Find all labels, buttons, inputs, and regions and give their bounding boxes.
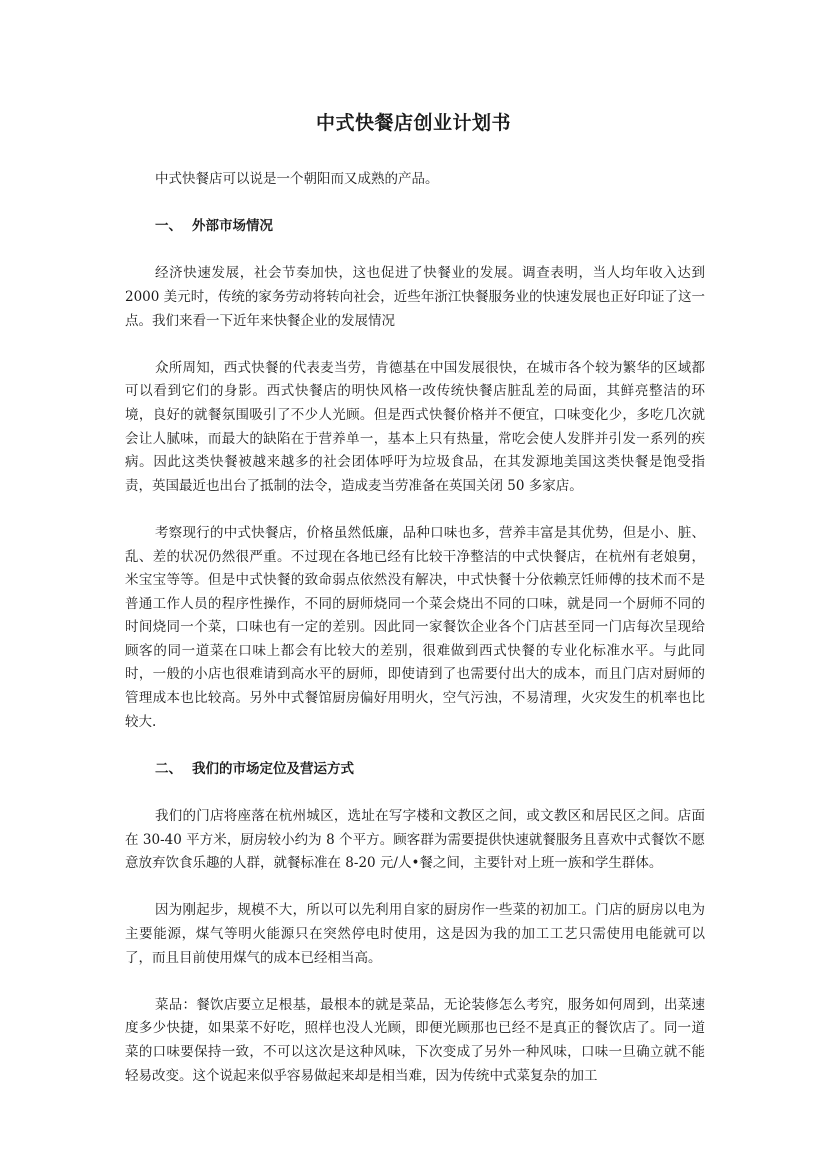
section-heading-2 [125,758,705,782]
paragraph: 考察现行的中式快餐店，价格虽然低廉，品种口味也多，营养丰富是其优势，但是小、脏、乱、差的状况仍然很严重。不过现在各地已经有比较干净整洁的中式快餐店，在杭州有老娘舅，米宝宝等等。但是中式快餐的致命弱点依然没有解决，中式快餐十分依赖烹饪师傅的技术而不是普通工作人员的程序性操作，不同的厨师烧同一个菜会烧出不同的口味，就是同一个厨师不同的时间烧同一个菜，口味也有一定的差别。因此同一家餐饮企业各个门店甚至同一门店每次呈现给顾客的同一道菜在口味上都会有比较大的差别，很难做到西式快餐的专业化标准水平。与此同时，一般的小店也很难请到高水平的厨师，即使请到了也需要付出大的成本，而且门店对厨师的管理成本也比较高。另外中式餐馆厨房偏好用明火，空气污浊，不易清理，火灾发生的机率也比较大. [125,524,705,730]
intro-paragraph: 中式快餐店可以说是一个朝阳而又成熟的产品。 [155,171,439,187]
section-title-2: 我们的市场定位及营运方式 [192,760,354,777]
document-body [125,168,705,1088]
paragraph: 我们的门店将座落在杭州城区，选址在写字楼和文教区之间，或文教区和居民区之间。店面在 30-40 平方米，厨房较小约为 8 个平方。顾客群为需要提供快速就餐服务且喜欢中式餐饮不愿意放弃饮食乐趣的人群，就餐标准在 8-20 元/人•餐之间，主要针对上班一族和学生群体。 [125,808,705,872]
paragraph: 因为刚起步，规模不大，所以可以先利用自家的厨房作一些菜的初加工。门店的厨房以电为主要能源，煤气等明火能源只在突然停电时使用，这是因为我的加工工艺只需使用电能就可以了，而且目前使用煤气的成本已经相当高。 [125,902,705,966]
paragraph: 众所周知，西式快餐的代表麦当劳，肯德基在中国发展很快，在城市各个较为繁华的区域都可以看到它们的身影。西式快餐店的明快风格一改传统快餐店脏乱差的局面，其鲜亮整洁的环境，良好的就餐氛围吸引了不少人光顾。但是西式快餐价格并不便宜，口味变化少，多吃几次就会让人腻味，而最大的缺陷在于营养单一，基本上只有热量，常吃会使人发胖并引发一系列的疾病。因此这类快餐被越来越多的社会团体呼吁为垃圾食品，在其发源地美国这类快餐是饱受指责，英国最近也出台了抵制的法令，造成麦当劳准备在英国关闭 50 多家店。 [125,359,705,494]
paragraph: 经济快速发展，社会节奏加快，这也促进了快餐业的发展。调查表明，当人均年收入达到 2000 美元时，传统的家务劳动将转向社会，近些年浙江快餐服务业的快速发展也正好印证了这一点。我们来看一下近年来快餐企业的发展情况 [125,265,705,329]
section-heading-1 [125,215,705,239]
document-title: 中式快餐店创业计划书 [315,112,511,134]
section-number-2: 二、 [155,760,182,777]
section-number-1: 一、 [155,218,182,235]
section-title-1: 外部市场情况 [192,218,273,235]
paragraph: 菜品：餐饮店要立足根基，最根本的就是菜品，无论装修怎么考究，服务如何周到，出菜速度多少快捷，如果菜不好吃，照样也没人光顾，即便光顾那也已经不是真正的餐饮店了。同一道菜的口味要保持一致，不可以这次是这种风味，下次变成了另外一种风味，口味一旦确立就不能轻易改变。这个说起来似乎容易做起来却是相当难，因为传统中式菜复杂的加工 [125,996,705,1084]
